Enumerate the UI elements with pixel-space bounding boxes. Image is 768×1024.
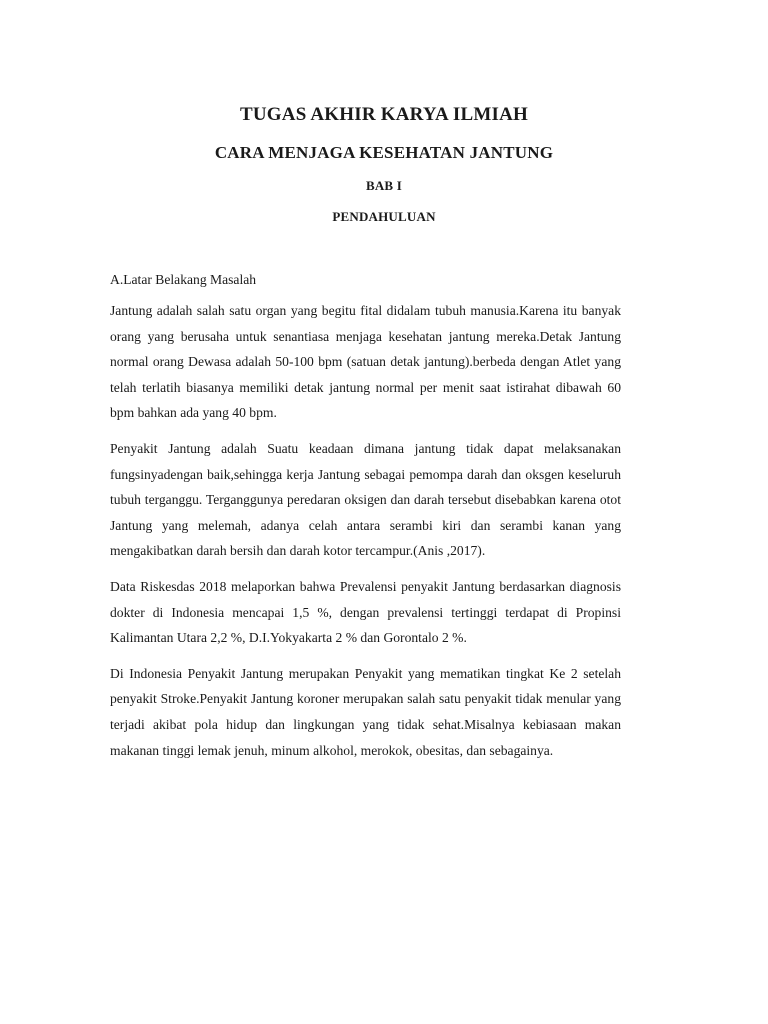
paragraph-2: Penyakit Jantung adalah Suatu keadaan dimana jantung tidak dapat melaksanakan fungsinyadengan baik,sehingga kerja Jantung sebagai pemompa darah dan oksgen keseluruh tubuh terganggu. Terganggunya peredaran oksigen dan darah tersebut disebabkan karena otot Jantung yang melemah, adanya celah antara serambi kiri dan serambi kanan yang mengakibatkan darah bersih dan darah kotor tercampur.(Anis ,2017). [110, 440, 621, 559]
chapter-number: BAB I [365, 178, 403, 193]
section-heading: A.Latar Belakang Masalah [110, 272, 257, 287]
paragraph-1: Jantung adalah salah satu organ yang begitu fital didalam tubuh manusia.Karena itu banyak orang yang berusaha untuk senantiasa menjaga kesehatan jantung mereka.Detak Jantung normal orang Dewasa adalah 50-100 bpm (satuan detak jantung).berbeda dengan Atlet yang telah terlatih biasanya memiliki detak jantung normal per menit saat istirahat dibawah 60 bpm bahkan ada yang 40 bpm. [110, 303, 621, 421]
document-subtitle: CARA MENJAGA KESEHATAN JANTUNG [214, 143, 554, 162]
document-body [110, 268, 621, 773]
chapter-title: PENDAHULUAN [332, 209, 436, 224]
document-title: TUGAS AKHIR KARYA ILMIAH [240, 104, 528, 125]
paragraph-4: Di Indonesia Penyakit Jantung merupakan Penyakit yang mematikan tingkat Ke 2 setelah penyakit Stroke.Penyakit Jantung koroner merupakan salah satu penyakit tidak menular yang terjadi akibat pola hidup dan lingkungan yang tidak sehat.Misalnya kebiasaan makan makanan tinggi lemak jenuh, minum alkohol, merokok, obesitas, dan sebagainya. [110, 665, 621, 758]
paragraph-3: Data Riskesdas 2018 melaporkan bahwa Prevalensi penyakit Jantung berdasarkan diagnosis dokter di Indonesia mencapai 1,5 %, dengan prevalensi tertinggi terdapat di Propinsi Kalimantan Utara 2,2 %, D.I.Yokyakarta 2 % dan Gorontalo 2 %. [110, 578, 621, 646]
